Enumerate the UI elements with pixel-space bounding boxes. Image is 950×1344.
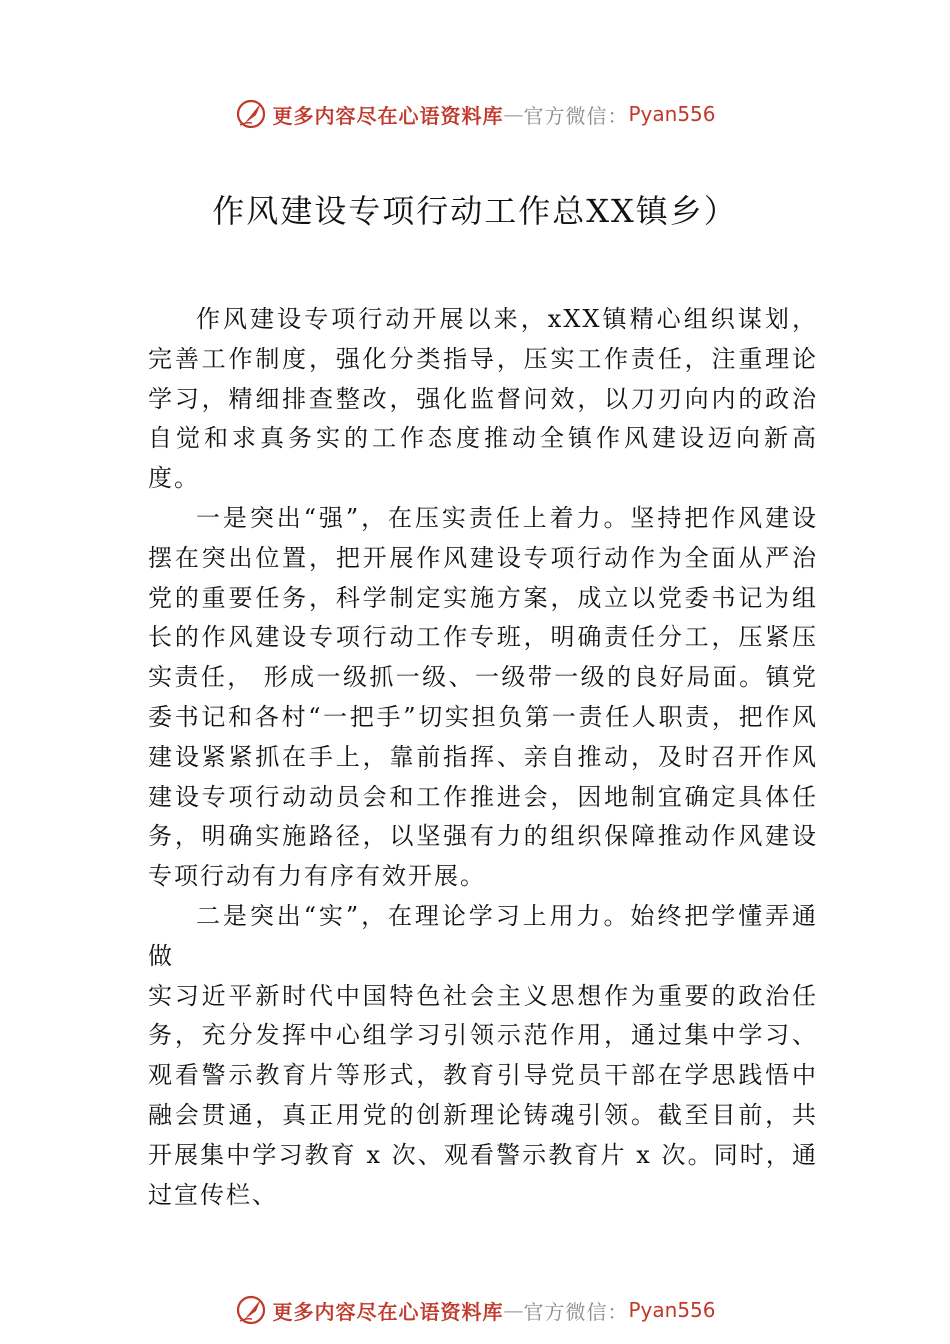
document-body (148, 300, 818, 1215)
banner-main-text: 更多内容尽在心语资料库 (272, 1299, 504, 1324)
quill-pen-icon (234, 97, 268, 131)
document-title: 作风建设专项行动工作总XX镇乡） (212, 192, 738, 230)
banner-wechat-id: Pyan556 (628, 1298, 716, 1322)
banner-main-text: 更多内容尽在心语资料库 (272, 103, 504, 128)
header-banner (0, 94, 950, 134)
paragraph-continuation: 实习近平新时代中国特色社会主义思想作为重要的政治任务，充分发挥中心组学习引领示范作用，通过集中学习、观看警示教育片等形式，教育引导党员干部在学思践悟中融会贯通，真正用党的创新理论铸魂引领。截至目前，共开展集中学习教育 x 次、观看警示教育片 x 次。同时，通过宣传栏、 (148, 981, 818, 1209)
banner-label: 官方微信： (523, 1299, 629, 1324)
paragraph: 作风建设专项行动开展以来，xXX镇精心组织谋划，完善工作制度，强化分类指导，压实工作责任，注重理论学习，精细排查整改，强化监督问效，以刀刃向内的政治自觉和求真务实的工作态度推动全镇作风建设迈向新高度。 (148, 305, 818, 493)
paragraph: 二是突出“实”，在理论学习上用力。始终把学懂弄通做 (148, 901, 818, 970)
footer-banner (0, 1290, 950, 1330)
banner-separator: — (503, 102, 524, 126)
quill-pen-icon (234, 1293, 268, 1327)
banner-label: 官方微信： (523, 103, 629, 128)
banner-wechat-id: Pyan556 (628, 102, 716, 126)
paragraph: 一是突出“强”，在压实责任上着力。坚持把作风建设摆在突出位置，把开展作风建设专项行动作为全面从严治党的重要任务，科学制定实施方案，成立以党委书记为组长的作风建设专项行动工作专班，明确责任分工，压紧压实责任， 形成一级抓一级、一级带一级的良好局面。镇党委书记和各村“一把手”切实担负第一责任人职责，把作风建设紧紧抓在手上，靠前指挥、亲自推动，及时召开作风建设专项行动动员会和工作推进会，因地制宜确定具体任务，明确实施路径，以坚强有力的组织保障推动作风建设专项行动有力有序有效开展。 (148, 503, 818, 891)
banner-separator: — (503, 1298, 524, 1322)
